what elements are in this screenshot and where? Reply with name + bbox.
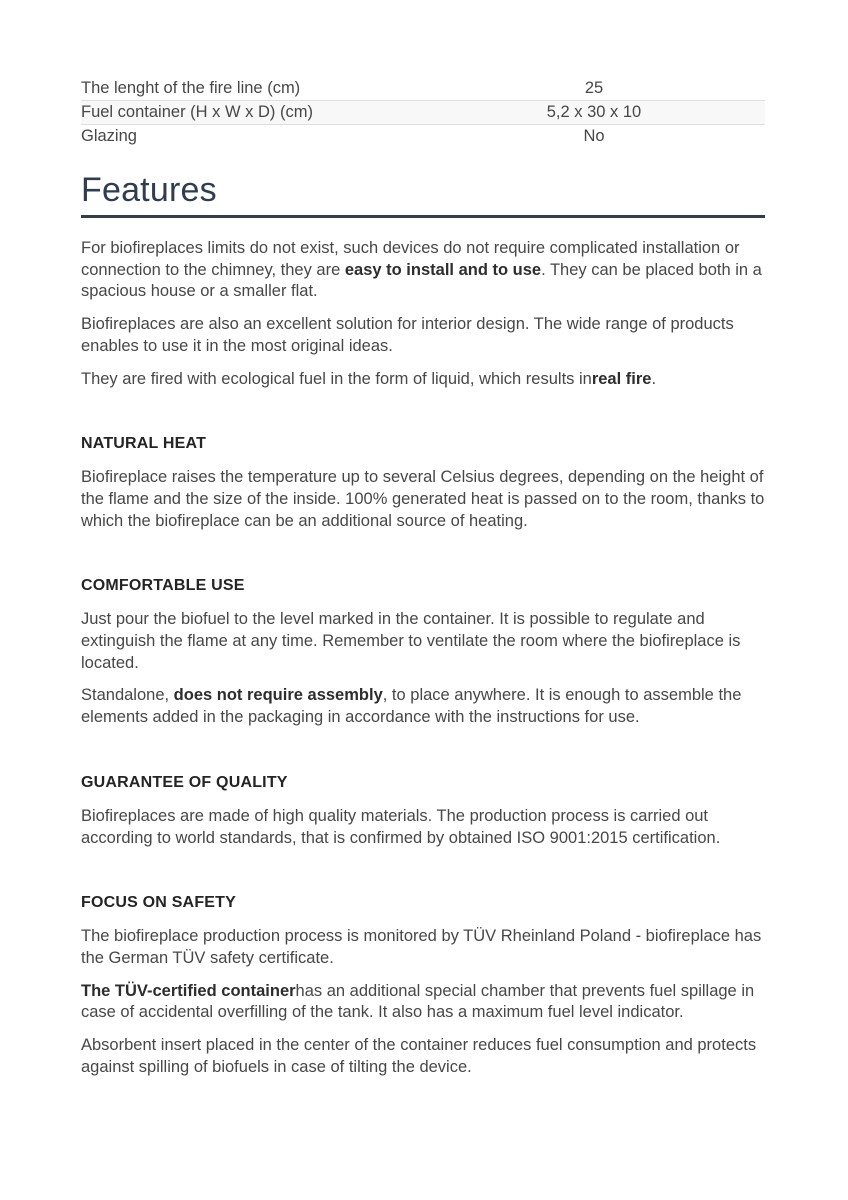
paragraph	[81, 685, 765, 728]
text-run: Biofireplaces are also an excellent solution for interior design. The wide range of products enables to use it in the most original ideas.	[81, 315, 734, 355]
spec-row-value: 25	[584, 79, 604, 97]
bold-text-run: The TÜV-certified container	[81, 981, 296, 1000]
spec-table	[81, 77, 765, 148]
paragraph	[81, 467, 765, 532]
feature-section	[81, 576, 765, 729]
spec-table-row	[81, 101, 765, 125]
spec-row-label: Glazing	[81, 127, 137, 145]
spec-row-value: No	[583, 127, 605, 145]
heading-rule	[81, 215, 765, 218]
paragraph	[81, 1035, 765, 1078]
bold-text-run: real fire	[591, 369, 652, 388]
section-heading: NATURAL HEAT	[81, 435, 207, 453]
paragraph	[81, 238, 765, 303]
paragraph	[81, 806, 765, 849]
feature-section	[81, 893, 765, 1078]
paragraph	[81, 981, 765, 1024]
text-run: .	[651, 369, 657, 388]
bold-text-run: easy to install and to use	[344, 260, 542, 279]
paragraph	[81, 926, 765, 969]
paragraph	[81, 314, 765, 357]
spec-row-value: 5,2 x 30 x 10	[546, 103, 642, 121]
feature-section	[81, 773, 765, 849]
section-heading: COMFORTABLE USE	[81, 577, 245, 595]
feature-section	[81, 434, 765, 532]
spec-table-body	[81, 77, 765, 148]
spec-table-row	[81, 77, 765, 101]
paragraph	[81, 369, 765, 391]
paragraph	[81, 609, 765, 674]
text-run: Biofireplaces are made of high quality materials. The production process is carried out according to world standards, that is confirmed by obtained ISO 9001:2015 certification.	[81, 806, 721, 847]
bold-text-run: does not require assembly	[173, 686, 383, 705]
text-run: , to place anywhere. It is enough to assemble the elements added in the packaging in accordance with the instructions for use.	[81, 686, 742, 727]
spec-row-label: Fuel container (H x W x D) (cm)	[81, 103, 313, 121]
text-run: Biofireplace raises the temperature up to several Celsius degrees, depending on the height of the flame and the size of the inside. 100% generated heat is passed on to the room, thanks to which the biofireplace can be an additional source of heating.	[81, 468, 765, 530]
spec-row-label: The lenght of the fire line (cm)	[81, 79, 301, 97]
features-heading: Features	[81, 171, 217, 209]
text-run: They are fired with ecological fuel in the form of liquid, which results in	[81, 369, 592, 388]
text-run: Just pour the biofuel to the level marked in the container. It is possible to regulate and extinguish the flame at any time. Remember to ventilate the room where the biofireplace is located.	[81, 610, 741, 672]
text-run: . They can be placed both in a spacious house or a smaller flat.	[81, 260, 762, 301]
feature-sections	[81, 434, 765, 1078]
text-run: For biofireplaces limits do not exist, such devices do not require complicated installation or connection to the chimney, they are	[81, 239, 740, 279]
text-run: The biofireplace production process is monitored by TÜV Rheinland Poland - biofireplace has the German TÜV safety certificate.	[81, 927, 762, 967]
intro-paragraphs	[81, 238, 765, 390]
text-run: has an additional special chamber that prevents fuel spillage in case of accidental overfilling of the tank. It also has a maximum fuel level indicator.	[81, 981, 755, 1022]
text-run: Standalone,	[81, 686, 174, 705]
spec-table-row	[81, 125, 765, 149]
section-heading: GUARANTEE OF QUALITY	[81, 773, 288, 791]
section-heading: FOCUS ON SAFETY	[81, 894, 237, 912]
text-run: Absorbent insert placed in the center of the container reduces fuel consumption and protects against spilling of biofuels in case of tilting the device.	[81, 1036, 757, 1076]
